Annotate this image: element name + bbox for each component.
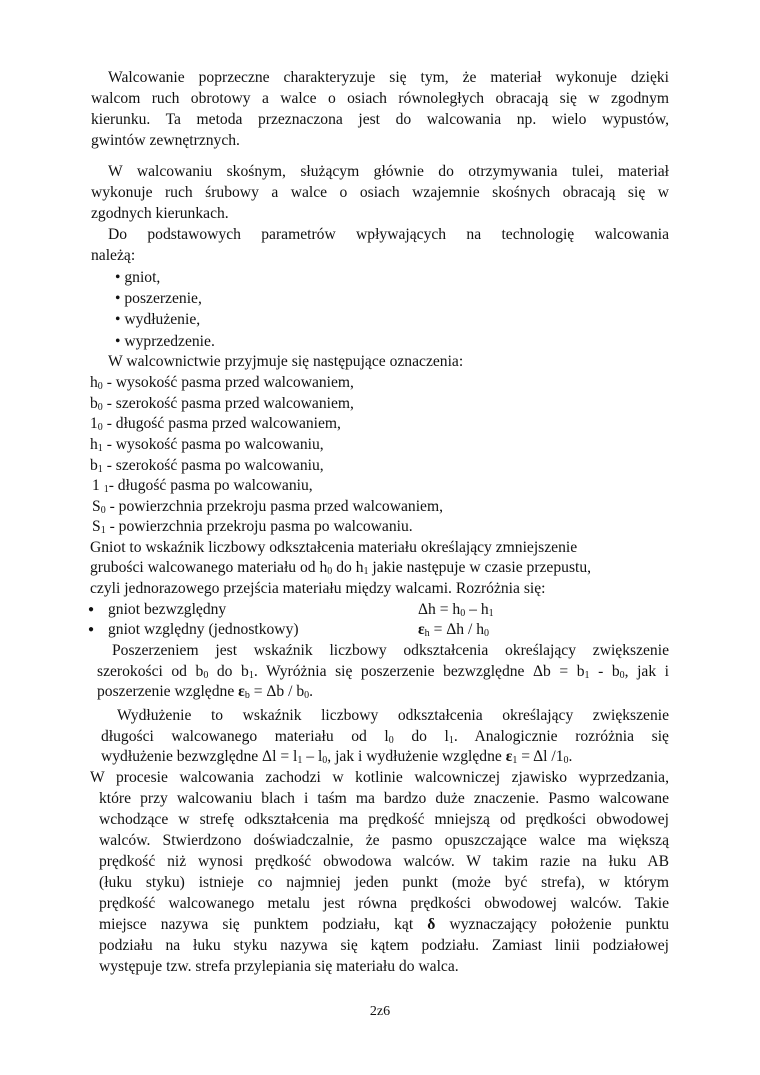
text-line [92,476,313,496]
text-line [97,662,669,682]
text-segment: . Wyróżnia się poszerzenie bezwzględne Δb = b [253,663,585,680]
text-segment: • wyprzedzenie. [115,333,215,350]
page-number: 2z6 [369,1004,391,1019]
text-segment: , jak i [624,663,670,680]
text-segment: 1 [512,755,518,766]
text-segment: 1 [103,484,109,495]
text-line [112,641,669,661]
text-line [90,579,546,599]
text-segment: prędkość niż wynosi prędkość obwodowa walców. W takim razie na łuku AB [99,853,669,870]
text-segment: 1 [100,525,106,536]
text-segment: 1 [488,608,494,619]
text-line [115,289,202,309]
text-segment: - wysokość pasma po walcowaniu, [102,436,324,453]
text-line [99,936,669,956]
text-segment: które przy walcowaniu blach i taśm ma bardzo duże znaczenie. Pasmo walcowane [99,790,669,807]
text-segment: - wysokość pasma przed walcowaniem, [102,374,354,391]
text-line [91,89,669,109]
text-segment: poszerzenie względne [97,683,239,700]
text-segment: - szerokość pasma przed walcowaniem, [102,395,354,412]
text-segment: Gniot to wskaźnik liczbowy odkształcenia materiału określający zmniejszenie [90,539,578,556]
text-segment: 1 [92,477,104,494]
text-line [117,706,669,726]
text-segment: 0 [322,755,328,766]
text-segment: ε [418,621,425,638]
text-segment: - b [589,663,620,680]
text-segment: wydłużenie bezwzględne Δl = l [101,748,298,765]
text-segment: gniot względny (jednostkowy) [108,621,299,638]
text-segment: Wydłużenie to wskaźnik liczbowy odkształcenia określający zwiększenie [117,707,669,724]
text-segment: , jak i wydłużenie względne [327,748,506,765]
text-segment: wyznaczający położenie punktu [435,916,669,933]
text-segment: S [92,518,101,535]
text-line [99,873,669,893]
text-segment: 1 [248,670,254,681]
text-line [108,600,226,620]
text-segment: - długość pasma przed walcowaniem, [102,415,341,432]
text-line [101,747,572,767]
text-segment: 0 [388,735,394,746]
text-segment: • poszerzenie, [115,290,202,307]
text-line [99,831,669,851]
text-segment: 0 [203,670,209,681]
text-segment: b [244,690,250,701]
text-segment: gniot bezwzględny [108,601,227,618]
text-line [91,110,669,130]
text-segment: = Δb / b [249,683,305,700]
text-segment: = Δh / h [429,621,485,638]
text-line [108,620,299,640]
text-line [90,414,341,434]
text-segment: W walcowaniu skośnym, służącym głównie do otrzymywania tulei, materiał [108,163,669,180]
text-segment: - powierzchnia przekroju pasma po walcowaniu. [105,518,413,535]
text-line [99,915,669,935]
bullet-icon: ● [88,624,95,635]
text-segment: Δh = h [418,601,461,618]
text-segment: ε [505,748,513,765]
text-line [90,768,669,788]
text-line [115,268,160,288]
text-segment: szerokości od b [97,663,204,680]
text-segment: walcom ruch obrotowy a walce o osiach równoległych obracają się w zgodnym [91,90,669,107]
text-segment: W walcownictwie przyjmuje się następujące oznaczenia: [108,353,464,370]
text-segment: miejsce nazywa się punktem podziału, kąt [99,916,428,933]
text-segment: 1 [90,415,98,432]
text-segment: wykonuje ruch śrubowy a walce o osiach wzajemnie skośnych obracają się w [91,184,669,201]
text-segment: 0 [619,670,625,681]
text-line [90,558,591,578]
text-segment: do h [332,559,364,576]
text-segment: b [90,457,98,474]
text-segment: 1 [97,464,103,475]
text-segment: 0 [563,755,569,766]
text-segment: h [90,436,98,453]
text-segment: . [309,683,314,700]
text-line [108,352,463,372]
text-segment: 0 [100,505,106,516]
text-line [99,789,669,809]
text-line [91,246,135,266]
text-segment: gwintów zewnętrznych. [91,132,240,149]
text-line [418,600,494,620]
text-segment: grubości walcowanego materiału od h [90,559,328,576]
text-segment: = Δl /1 [517,748,564,765]
text-line [92,517,413,537]
text-segment: 1 [97,443,103,454]
text-line [90,538,577,558]
text-line [99,957,459,977]
text-segment: Do podstawowych parametrów wpływających na technologię walcowania [108,226,669,243]
text-line [115,332,215,352]
text-segment: 1 [297,755,303,766]
text-segment: występuje tzw. strefa przylepiania się materiału do walca. [99,958,459,975]
text-line [90,435,324,455]
text-segment: (łuku styku) istnieje co najmniej jeden punkt (może być strefa), w którym [99,874,669,891]
text-segment: podziału na łuku styku nazywa się kątem podziału. Zamiast linii podziałowej [99,937,669,954]
text-segment: 0 [97,422,103,433]
text-segment: Walcowanie poprzeczne charakteryzuje się tym, że materiał wykonuje dzięki [108,69,669,86]
text-segment: - powierzchnia przekroju pasma przed walcowaniem, [105,498,443,515]
text-segment: 0 [97,402,103,413]
text-line [99,810,669,830]
text-segment: • wydłużenie, [115,311,201,328]
text-segment: h [424,628,430,639]
text-line [97,682,313,702]
text-line [90,373,354,393]
text-segment: kierunku. Ta metoda przeznaczona jest do walcowania np. wielo wypustów, [91,111,669,128]
text-line [91,131,240,151]
bullet-icon: ● [88,604,95,615]
text-segment: • gniot, [115,269,161,286]
text-line [99,852,669,872]
text-segment: czyli jednorazowego przejścia materiału między walcami. Rozróżnia się: [90,580,546,597]
text-segment: Poszerzeniem jest wskaźnik liczbowy odkształcenia określający zwiększenie [112,642,669,659]
text-segment: 0 [327,566,333,577]
text-segment: - szerokość pasma po walcowaniu, [102,457,324,474]
text-segment: 1 [448,735,454,746]
text-segment: wchodzące w strefę odkształcenia ma prędkość mniejszą od prędkości obwodowej [99,811,669,828]
text-line [90,456,324,476]
text-segment: b [90,395,98,412]
text-segment: 1 [584,670,590,681]
text-segment: zgodnych kierunkach. [91,205,229,222]
text-segment: do l [393,728,449,745]
text-segment: S [92,498,101,515]
text-segment: walców. Stwierdzono doświadczalnie, że pasmo opuszczające walce ma większą [99,832,669,849]
text-line [115,310,200,330]
text-segment: prędkość walcowanego metalu jest równa prędkości obwodowej walców. Takie [99,895,669,912]
text-segment: jakie następuje w czasie przepustu, [368,559,592,576]
text-line [101,727,669,747]
text-line [99,894,669,914]
text-segment: . Analogicznie rozróżnia się [453,728,669,745]
text-line [91,183,669,203]
text-segment: 0 [460,608,466,619]
text-segment: . [568,748,573,765]
text-line [108,225,669,245]
text-line [108,68,669,88]
text-line [91,204,229,224]
text-segment: - długość pasma po walcowaniu, [108,477,313,494]
text-segment: δ [427,916,436,933]
text-segment: należą: [91,247,136,264]
text-segment: 1 [363,566,369,577]
text-segment: W procesie walcowania zachodzi w kotlinie walcowniczej zjawisko wyprzedzania, [90,769,669,786]
text-segment: ε [238,683,245,700]
text-segment: długości walcowanego materiału od l [101,728,389,745]
text-line [418,620,489,640]
text-segment: 0 [484,628,490,639]
text-segment: – l [302,748,323,765]
text-segment: 0 [97,381,103,392]
text-segment: h [90,374,98,391]
text-line [108,162,669,182]
text-segment: – h [465,601,489,618]
text-line [92,497,443,517]
text-line [90,394,354,414]
text-segment: do b [208,663,249,680]
text-segment: 0 [304,690,310,701]
